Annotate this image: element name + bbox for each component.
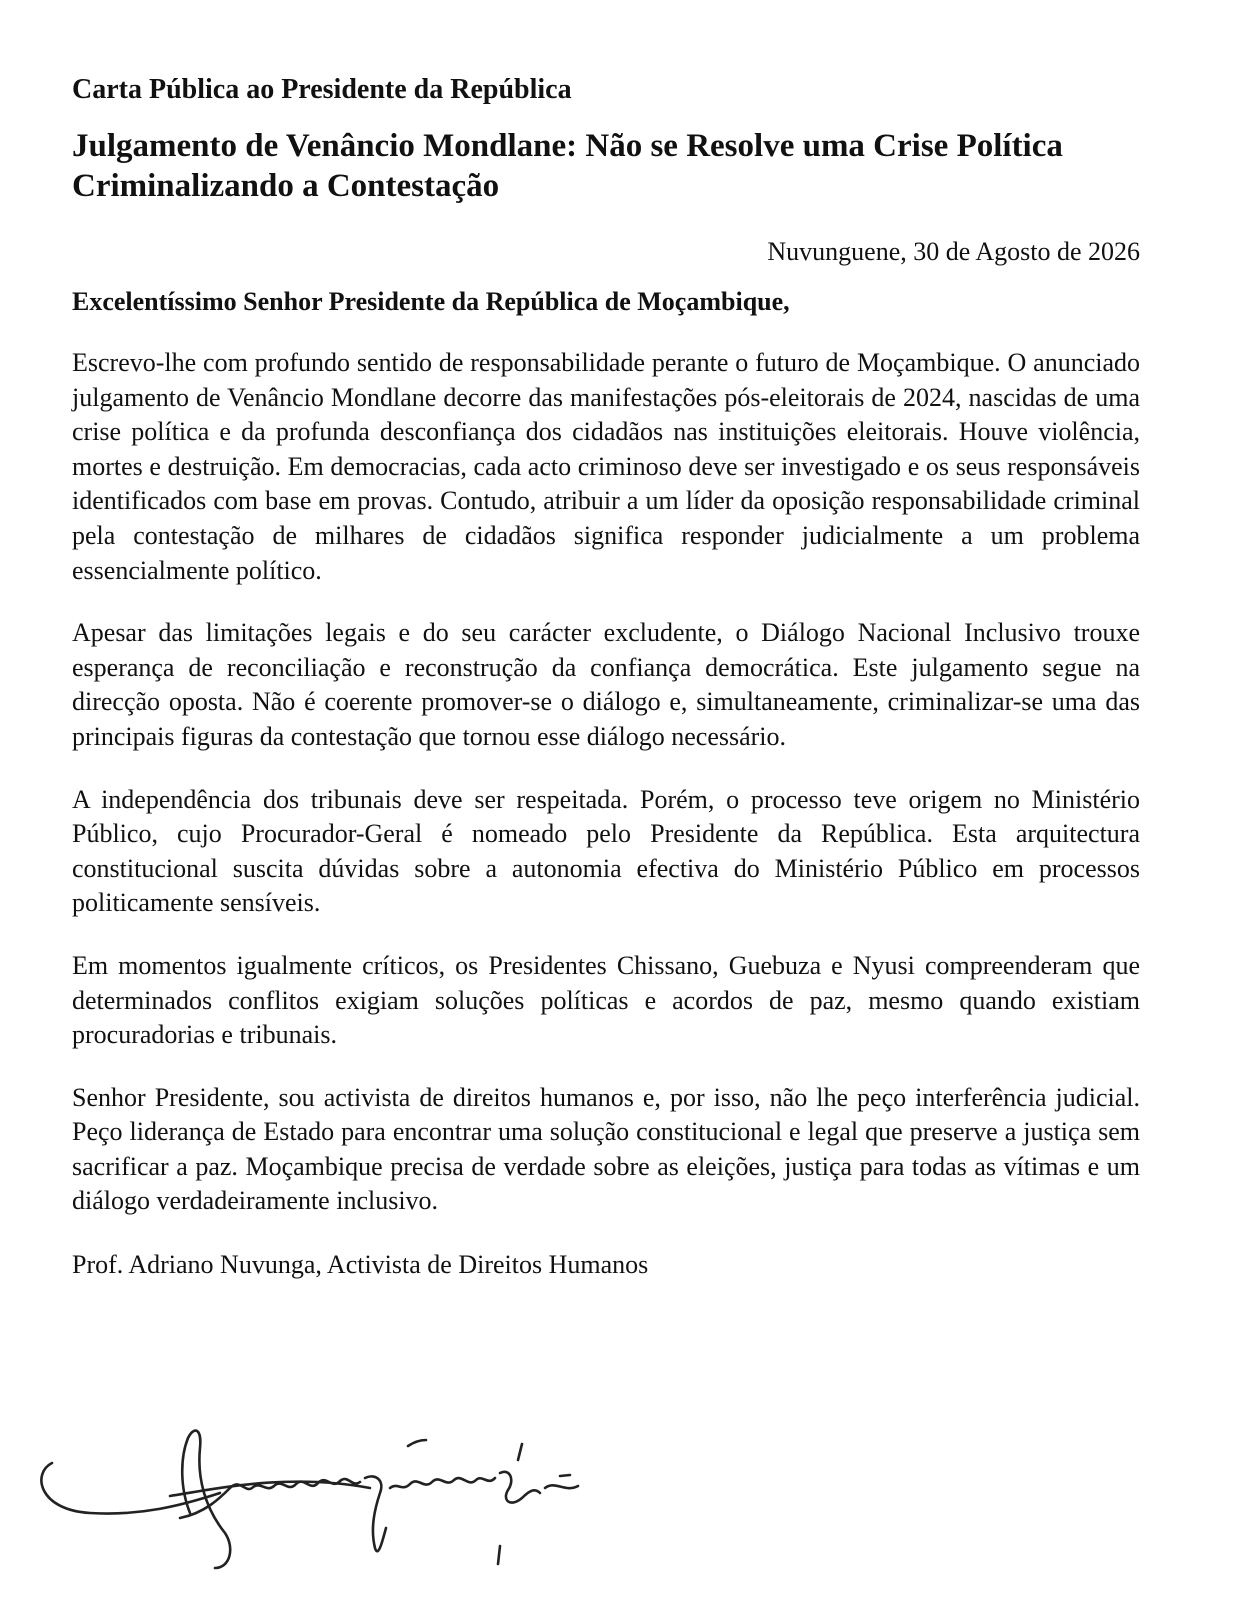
salutation: Excelentíssimo Senhor Presidente da República de Moçambique, (72, 287, 790, 316)
letter-body (72, 70, 1140, 1283)
headline: Julgamento de Venâncio Mondlane: Não se Resolve uma Crise Política Criminalizando a Contestação (72, 128, 1063, 204)
paragraph-3: A independência dos tribunais deve ser respeitada. Porém, o processo teve origem no Ministério Público, cujo Procurador-Geral é nomeado pelo Presidente da República. Esta arquitectura constitucional suscita dúvidas sobre a autonomia efectiva do Ministério Público em processos politicamente sensíveis. (72, 784, 1140, 918)
paragraph-4: Em momentos igualmente críticos, os Presidentes Chissano, Guebuza e Nyusi compreenderam que determinados conflitos exigiam soluções políticas e acordos de paz, mesmo quando existiam procuradorias e tribunais. (72, 950, 1140, 1050)
paragraph-1: Escrevo-lhe com profundo sentido de responsabilidade perante o futuro de Moçambique. O anunciado julgamento de Venâncio Mondlane decorre das manifestações pós-eleitorais de 2024, nascidas de uma crise política e da profunda desconfiança dos cidadãos nas instituições eleitorais. Houve violência, mortes e destruição. Em democracias, cada acto criminoso deve ser investigado e os seus responsáveis identificados com base em provas. Contudo, atribuir a um líder da oposição responsabilidade criminal pela contestação de milhares de cidadãos significa responder judicialmente a um problema essencialmente político. (72, 348, 1140, 585)
signoff: Prof. Adriano Nuvunga, Activista de Direitos Humanos (72, 1250, 649, 1280)
paragraph-5: Senhor Presidente, sou activista de direitos humanos e, por isso, não lhe peço interferência judicial. Peço liderança de Estado para encontrar uma solução constitucional e legal que preserve a justiça sem sacrificar a paz. Moçambique precisa de verdade sobre as eleições, justiça para todas as vítimas e um diálogo verdadeiramente inclusivo. (72, 1082, 1140, 1216)
dateline: Nuvunguene, 30 de Agosto de 2026 (767, 237, 1140, 266)
letter-type: Carta Pública ao Presidente da República (72, 74, 572, 105)
signature-icon (30, 1418, 600, 1598)
paragraph-2: Apesar das limitações legais e do seu carácter excludente, o Diálogo Nacional Inclusivo trouxe esperança de reconciliação e reconstrução da confiança democrática. Este julgamento segue na direcção oposta. Não é coerente promover-se o diálogo e, simultaneamente, criminalizar-se uma das principais figuras da contestação que tornou esse diálogo necessário. (72, 618, 1140, 751)
